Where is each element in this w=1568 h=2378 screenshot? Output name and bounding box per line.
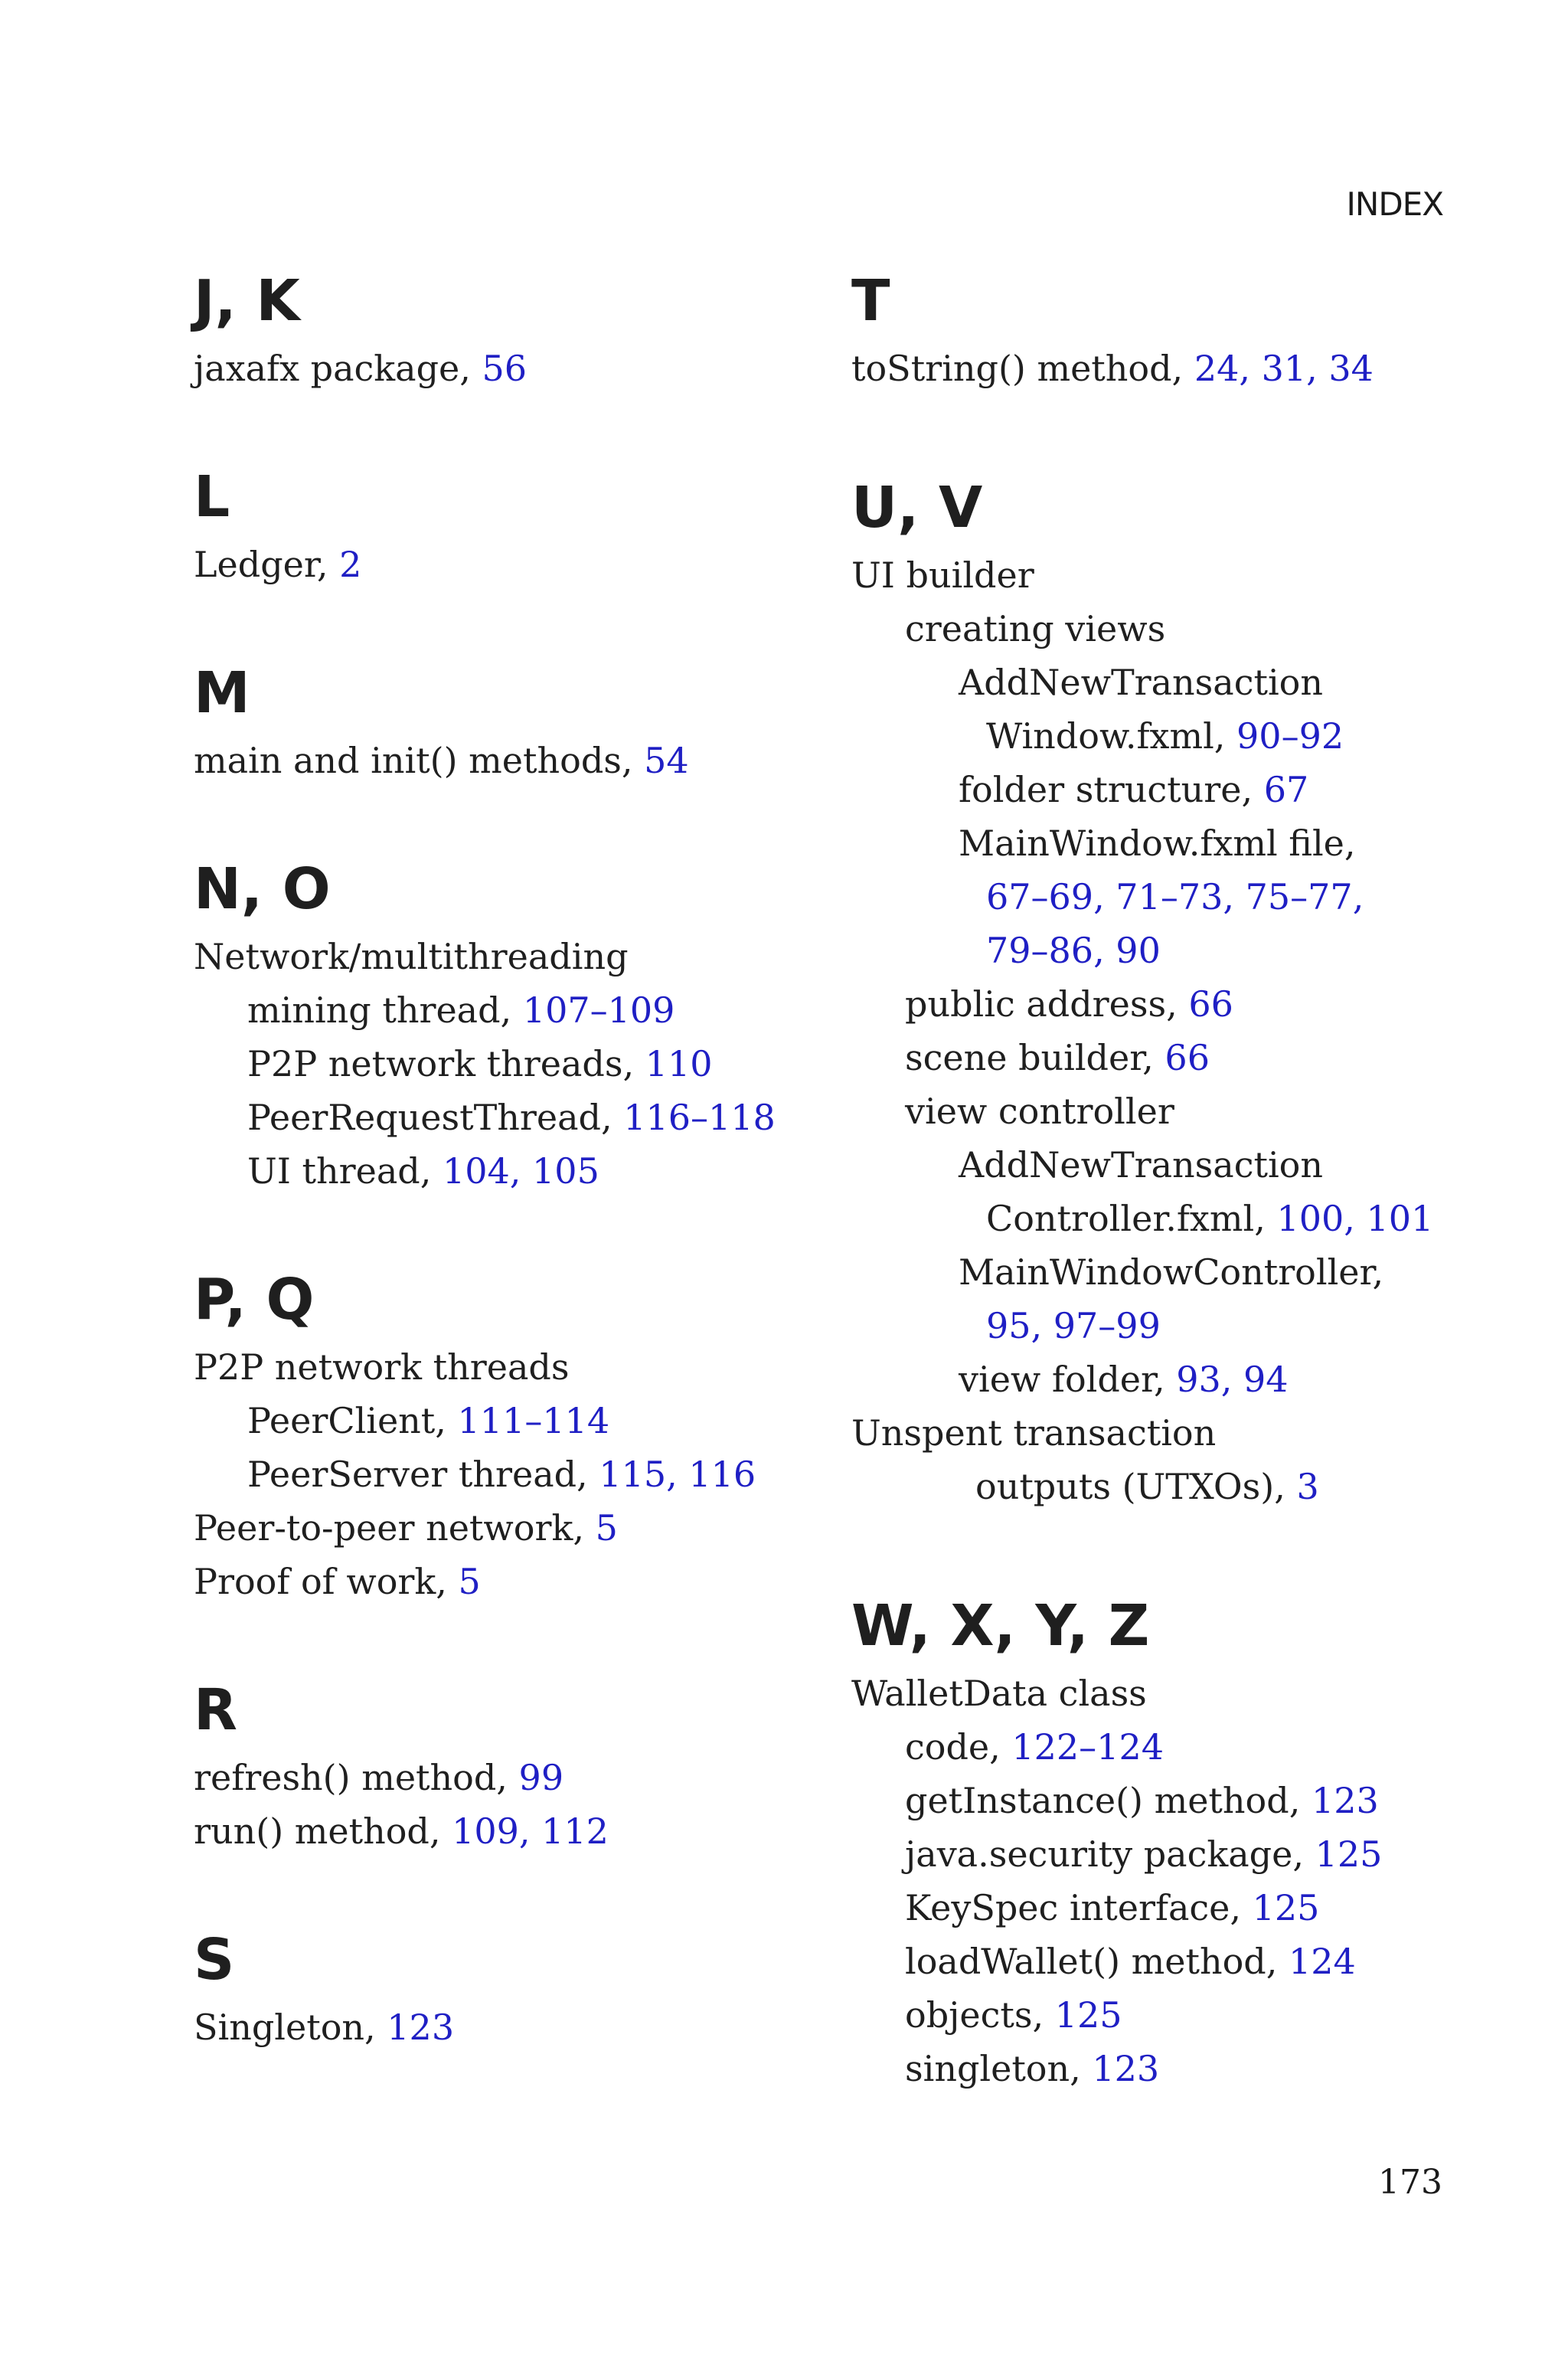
index-section-no bbox=[194, 856, 837, 1198]
entry-text: Singleton, bbox=[194, 2007, 387, 2048]
entry-text: singleton, bbox=[905, 2048, 1093, 2089]
entry-text: view folder, bbox=[959, 1359, 1177, 1400]
page-ref-link[interactable]: 107–109 bbox=[522, 989, 675, 1031]
entry-text: UI thread, bbox=[247, 1150, 443, 1192]
index-entry bbox=[194, 1501, 837, 1555]
page-ref-link[interactable]: 5 bbox=[458, 1561, 481, 1602]
entry-text: toString() method, bbox=[851, 348, 1194, 389]
index-subentry bbox=[851, 1031, 1464, 1084]
index-section-uv bbox=[851, 475, 1464, 1513]
page-ref-link[interactable]: 111–114 bbox=[457, 1400, 610, 1441]
index-subsubentry bbox=[851, 1138, 1464, 1192]
index-entry bbox=[851, 1406, 1464, 1460]
index-section-jk bbox=[194, 268, 837, 395]
index-entry bbox=[194, 1751, 837, 1804]
page-ref-link[interactable]: 5 bbox=[595, 1507, 618, 1549]
index-subentry bbox=[851, 1720, 1464, 1774]
section-letter: R bbox=[194, 1677, 237, 1743]
index-subentry bbox=[194, 1037, 837, 1091]
index-entry bbox=[194, 734, 837, 787]
index-subentry bbox=[851, 1084, 1464, 1138]
page-ref-link[interactable]: 125 bbox=[1252, 1887, 1320, 1928]
index-subentry bbox=[851, 1827, 1464, 1881]
entry-text: UI builder bbox=[851, 554, 1034, 596]
entry-text: view controller bbox=[905, 1091, 1174, 1132]
entry-text: creating views bbox=[905, 608, 1166, 649]
page-ref-link[interactable]: 109, 112 bbox=[452, 1810, 609, 1852]
page-ref-link[interactable]: 104, 105 bbox=[443, 1150, 599, 1192]
page-ref-link[interactable]: 90–92 bbox=[1236, 715, 1344, 757]
index-subsubentry bbox=[851, 656, 1464, 709]
index-continuation bbox=[851, 1460, 1464, 1513]
index-section-pq bbox=[194, 1267, 837, 1608]
index-subentry bbox=[851, 1881, 1464, 1935]
section-letter: U, V bbox=[851, 475, 983, 541]
index-column-left bbox=[194, 268, 837, 2123]
entry-text: PeerRequestThread, bbox=[247, 1097, 624, 1138]
index-entry bbox=[194, 1340, 837, 1394]
index-continuation bbox=[851, 709, 1464, 763]
entry-text: java.security package, bbox=[905, 1833, 1315, 1875]
section-letter: M bbox=[194, 660, 250, 726]
section-letter: W, X, Y, Z bbox=[851, 1593, 1150, 1659]
index-subentry bbox=[194, 1144, 837, 1198]
page-ref-link[interactable]: 100, 101 bbox=[1276, 1198, 1434, 1239]
page-ref-link[interactable]: 99 bbox=[518, 1757, 564, 1798]
index-continuation bbox=[851, 1192, 1464, 1245]
index-continuation bbox=[851, 924, 1464, 977]
index-section-r bbox=[194, 1677, 837, 1858]
page-ref-link[interactable]: 123 bbox=[1311, 1780, 1379, 1821]
page-ref-link[interactable]: 56 bbox=[482, 348, 528, 389]
entry-text: MainWindowController, bbox=[959, 1251, 1384, 1293]
page-ref-link[interactable]: 115, 116 bbox=[599, 1454, 756, 1495]
entry-text: Controller.fxml, bbox=[986, 1198, 1277, 1239]
page-ref-link[interactable]: 110 bbox=[645, 1043, 713, 1084]
page-ref-link[interactable]: 122–124 bbox=[1011, 1726, 1164, 1768]
entry-text: Proof of work, bbox=[194, 1561, 459, 1602]
entry-text: main and init() methods, bbox=[194, 740, 645, 781]
page-ref-link[interactable]: 66 bbox=[1165, 1037, 1210, 1078]
index-subentry bbox=[194, 1447, 837, 1501]
page-ref-link[interactable]: 123 bbox=[1092, 2048, 1160, 2089]
index-subsubentry bbox=[851, 816, 1464, 870]
entry-text: P2P network threads bbox=[194, 1346, 570, 1388]
page-ref-link[interactable]: 95, 97–99 bbox=[986, 1305, 1161, 1346]
section-letter: S bbox=[194, 1927, 235, 1993]
section-letter: N, O bbox=[194, 856, 331, 922]
page-ref-link[interactable]: 116–118 bbox=[623, 1097, 776, 1138]
section-letter: P, Q bbox=[194, 1267, 315, 1333]
entry-text: code, bbox=[905, 1726, 1012, 1768]
entry-text: outputs (UTXOs), bbox=[975, 1466, 1297, 1507]
index-entry bbox=[194, 1804, 837, 1858]
index-entry bbox=[194, 1555, 837, 1608]
page-ref-link[interactable]: 79–86, 90 bbox=[986, 930, 1161, 971]
entry-text: P2P network threads, bbox=[247, 1043, 645, 1084]
running-head: INDEX bbox=[1346, 185, 1443, 223]
entry-text: Window.fxml, bbox=[986, 715, 1237, 757]
index-subsubentry bbox=[851, 1353, 1464, 1406]
page-ref-link[interactable]: 125 bbox=[1315, 1833, 1383, 1875]
index-section-t bbox=[851, 268, 1464, 395]
index-section-l bbox=[194, 464, 837, 591]
section-letter: J, K bbox=[194, 268, 300, 334]
page-ref-link[interactable]: 66 bbox=[1188, 983, 1233, 1025]
page-ref-link[interactable]: 3 bbox=[1296, 1466, 1319, 1507]
entry-text: PeerServer thread, bbox=[247, 1454, 599, 1495]
index-subentry bbox=[851, 2042, 1464, 2095]
entry-text: Peer-to-peer network, bbox=[194, 1507, 596, 1549]
index-entry bbox=[851, 548, 1464, 602]
index-subentry bbox=[194, 983, 837, 1037]
index-subentry bbox=[194, 1091, 837, 1144]
entry-text: refresh() method, bbox=[194, 1757, 519, 1798]
index-column-right bbox=[851, 268, 1464, 2175]
index-entry bbox=[851, 342, 1464, 395]
index-continuation bbox=[851, 1299, 1464, 1353]
entry-text: objects, bbox=[905, 1994, 1055, 2036]
index-continuation bbox=[851, 870, 1464, 924]
index-subsubentry bbox=[851, 763, 1464, 816]
page-ref-link[interactable]: 125 bbox=[1054, 1994, 1122, 2036]
index-entry bbox=[194, 538, 837, 591]
index-entry bbox=[194, 930, 837, 983]
index-section-s bbox=[194, 1927, 837, 2054]
page-ref-link[interactable]: 67–69, 71–73, 75–77, bbox=[986, 876, 1364, 918]
index-section-m bbox=[194, 660, 837, 787]
entry-text: Ledger, bbox=[194, 544, 340, 585]
page-ref-link[interactable]: 67 bbox=[1263, 769, 1309, 810]
index-entry bbox=[851, 1667, 1464, 1720]
page-ref-link[interactable]: 93, 94 bbox=[1176, 1359, 1289, 1400]
index-subentry bbox=[851, 602, 1464, 656]
index-subentry bbox=[851, 977, 1464, 1031]
entry-text: AddNewTransaction bbox=[959, 662, 1323, 703]
page-ref-link[interactable]: 124 bbox=[1288, 1941, 1356, 1982]
entry-text: Network/multithreading bbox=[194, 936, 629, 977]
entry-text: folder structure, bbox=[959, 769, 1264, 810]
section-letter: T bbox=[851, 268, 890, 334]
index-section-wxyz bbox=[851, 1593, 1464, 2095]
section-letter: L bbox=[194, 464, 230, 530]
entry-text: WalletData class bbox=[851, 1673, 1147, 1714]
index-entry bbox=[194, 342, 837, 395]
index-subentry bbox=[851, 1935, 1464, 1988]
index-subentry bbox=[851, 1774, 1464, 1827]
entry-text: MainWindow.fxml file, bbox=[959, 823, 1356, 864]
index-entry bbox=[194, 2000, 837, 2054]
page-ref-link[interactable]: 123 bbox=[387, 2007, 455, 2048]
entry-text: getInstance() method, bbox=[905, 1780, 1312, 1821]
index-subsubentry bbox=[851, 1245, 1464, 1299]
index-subentry bbox=[194, 1394, 837, 1447]
entry-text: public address, bbox=[905, 983, 1189, 1025]
page-ref-link[interactable]: 2 bbox=[339, 544, 362, 585]
entry-text: PeerClient, bbox=[247, 1400, 458, 1441]
index-subentry bbox=[851, 1988, 1464, 2042]
entry-text: jaxafx package, bbox=[194, 348, 482, 389]
page-number: 173 bbox=[1378, 2163, 1442, 2202]
entry-text: run() method, bbox=[194, 1810, 452, 1852]
entry-text: KeySpec interface, bbox=[905, 1887, 1253, 1928]
entry-text: scene builder, bbox=[905, 1037, 1165, 1078]
page-ref-link[interactable]: 54 bbox=[644, 740, 689, 781]
entry-text: mining thread, bbox=[247, 989, 523, 1031]
entry-text: AddNewTransaction bbox=[959, 1144, 1323, 1186]
entry-text: loadWallet() method, bbox=[905, 1941, 1289, 1982]
entry-text: Unspent transaction bbox=[851, 1412, 1217, 1454]
page-ref-link[interactable]: 24, 31, 34 bbox=[1194, 348, 1374, 389]
